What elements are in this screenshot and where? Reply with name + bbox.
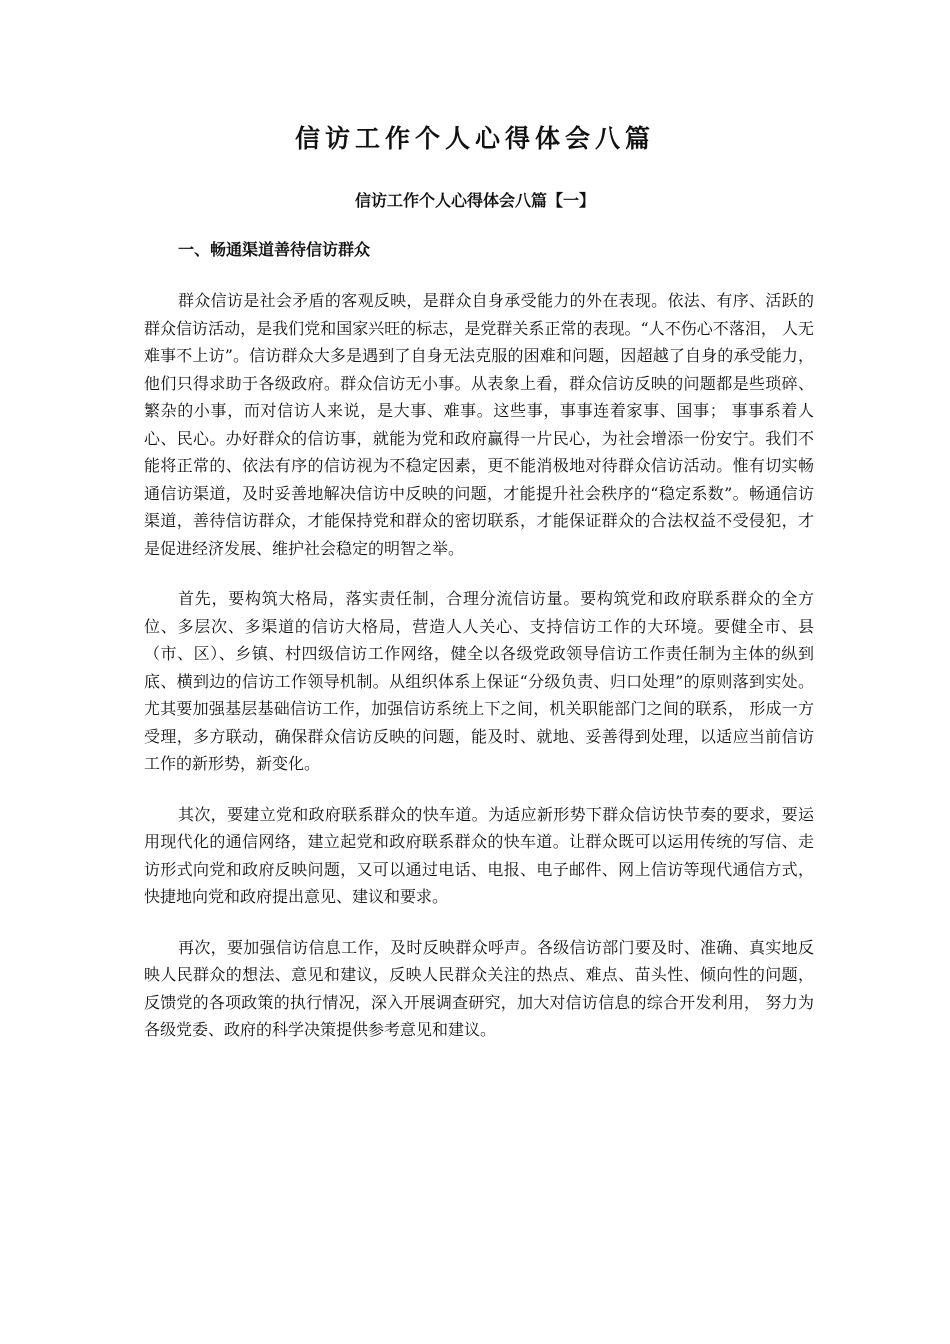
paragraph-3: 其次，要建立党和政府联系群众的快车道。为适应新形势下群众信访快节奏的要求，要运用现代化的通信网络，建立起党和政府联系群众的快车道。让群众既可以运用传统的写信、走访形式向党和政府反映问题，又可以通过电话、电报、电子邮件、网上信访等现代通信方式，快捷地向党和政府提出意见、建议和要求。: [144, 804, 814, 906]
paragraph-2: 首先，要构筑大格局，落实责任制，合理分流信访量。要构筑党和政府联系群众的全方位、多层次、多渠道的信访大格局，营造人人关心、支持信访工作的大环境。要健全市、县（市、区）、乡镇、村四级信访工作网络，健全以各级党政领导信访工作责任制为主体的纵到底、横到边的信访工作领导机制。从组织体系上保证“分级负责、归口处理”的原则落到实处。尤其要加强基层基础信访工作，加强信访系统上下之间，机关职能部门之间的联系， 形成一方受理，多方联动，确保群众信访反映的问题，能及时、就地、妥善得到处理，以适应当前信访工作的新形势，新变化。: [144, 589, 814, 773]
section-heading: 一、畅通渠道善待信访群众: [178, 240, 371, 259]
document-body: [144, 287, 814, 1067]
document-title: 信访工作个人心得体会八篇: [294, 124, 655, 153]
document-subtitle: 信访工作个人心得体会八篇【一】: [354, 191, 595, 210]
paragraph-1: 群众信访是社会矛盾的客观反映，是群众自身承受能力的外在表现。依法、有序、活跃的群众信访活动，是我们党和国家兴旺的标志，是党群关系正常的表现。“人不伤心不落泪， 人无难事不上访”。信访群众大多是遇到了自身无法克服的困难和问题，因超越了自身的承受能力，他们只得求助于各级政府。群众信访无小事。从表象上看，群众信访反映的问题都是些琐碎、繁杂的小事，而对信访人来说，是大事、难事。这些事，事事连着家事、国事； 事事系着人心、民心。办好群众的信访事，就能为党和政府赢得一片民心，为社会增添一份安宁。我们不能将正常的、依法有序的信访视为不稳定因素，更不能消极地对待群众信访活动。惟有切实畅通信访渠道，及时妥善地解决信访中反映的问题，才能提升社会秩序的“稳定系数”。畅通信访渠道，善待信访群众，才能保持党和群众的密切联系，才能保证群众的合法权益不受侵犯，才是促进经济发展、维护社会稳定的明智之举。: [144, 291, 814, 558]
paragraph-4: 再次，要加强信访信息工作，及时反映群众呼声。各级信访部门要及时、准确、真实地反映人民群众的想法、意见和建议，反映人民群众关注的热点、难点、苗头性、倾向性的问题，反馈党的各项政策的执行情况，深入开展调查研究，加大对信访信息的综合开发利用， 努力为各级党委、政府的科学决策提供参考意见和建议。: [144, 937, 814, 1039]
